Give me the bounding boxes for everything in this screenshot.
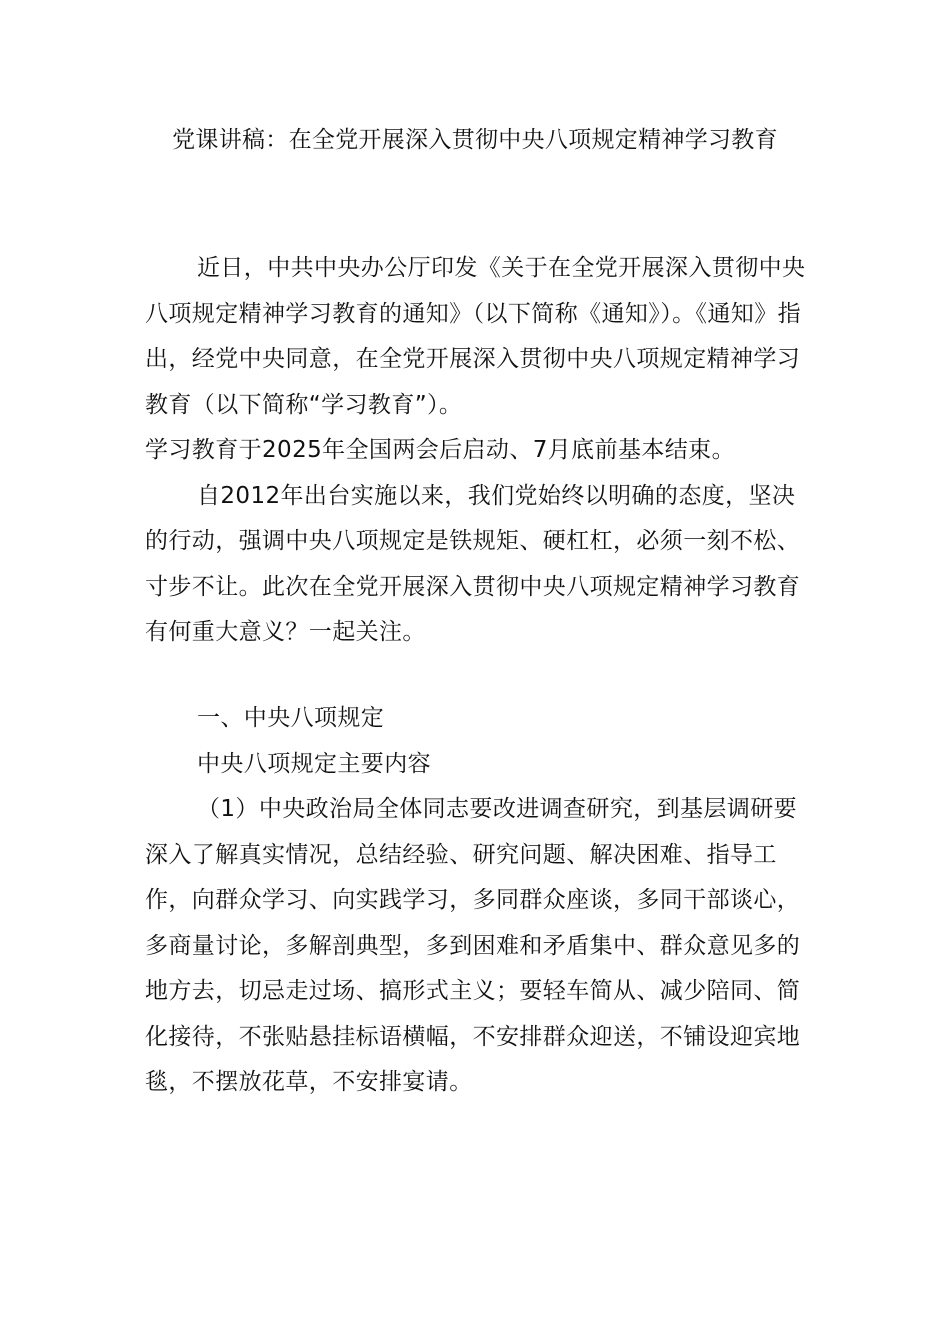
paragraph-rule-1: （1）中央政治局全体同志要改进调查研究，到基层调研要深入了解真实情况，总结经验、研究问题、解决困难、指导工作，向群众学习、向实践学习，多同群众座谈，多同干部谈心，多商量讨论，多解剖典型，多到困难和矛盾集中、群众意见多的地方去，切忌走过场、搞形式主义；要轻车简从、减少陪同、简化接待，不张贴悬挂标语横幅，不安排群众迎送，不铺设迎宾地毯，不摆放花草，不安排宴请。: [145, 796, 801, 1095]
sub-heading: 中央八项规定主要内容: [197, 750, 431, 777]
paragraph-notice: 近日，中共中央办公厅印发《关于在全党开展深入贯彻中央八项规定精神学习教育的通知》（以下简称《通知》）。《通知》指出，经党中央同意，在全党开展深入贯彻中央八项规定精神学习教育（以下简称“学习教育”）。: [145, 255, 806, 418]
paragraph-significance: 自2012年出台实施以来，我们党始终以明确的态度，坚决的行动，强调中央八项规定是铁规矩、硬杠杠，必须一刻不松、寸步不让。此次在全党开展深入贯彻中央八项规定精神学习教育有何重大意义？一起关注。: [145, 482, 801, 645]
intro-block: [145, 246, 810, 656]
document-title: 党课讲稿：在全党开展深入贯彻中央八项规定精神学习教育: [172, 127, 778, 153]
section-heading: 一、中央八项规定: [197, 705, 385, 731]
paragraph-notice-continuation: 学习教育于2025年全国两会后启动、7月底前基本结束。: [145, 437, 735, 463]
section-block: [145, 696, 810, 1106]
